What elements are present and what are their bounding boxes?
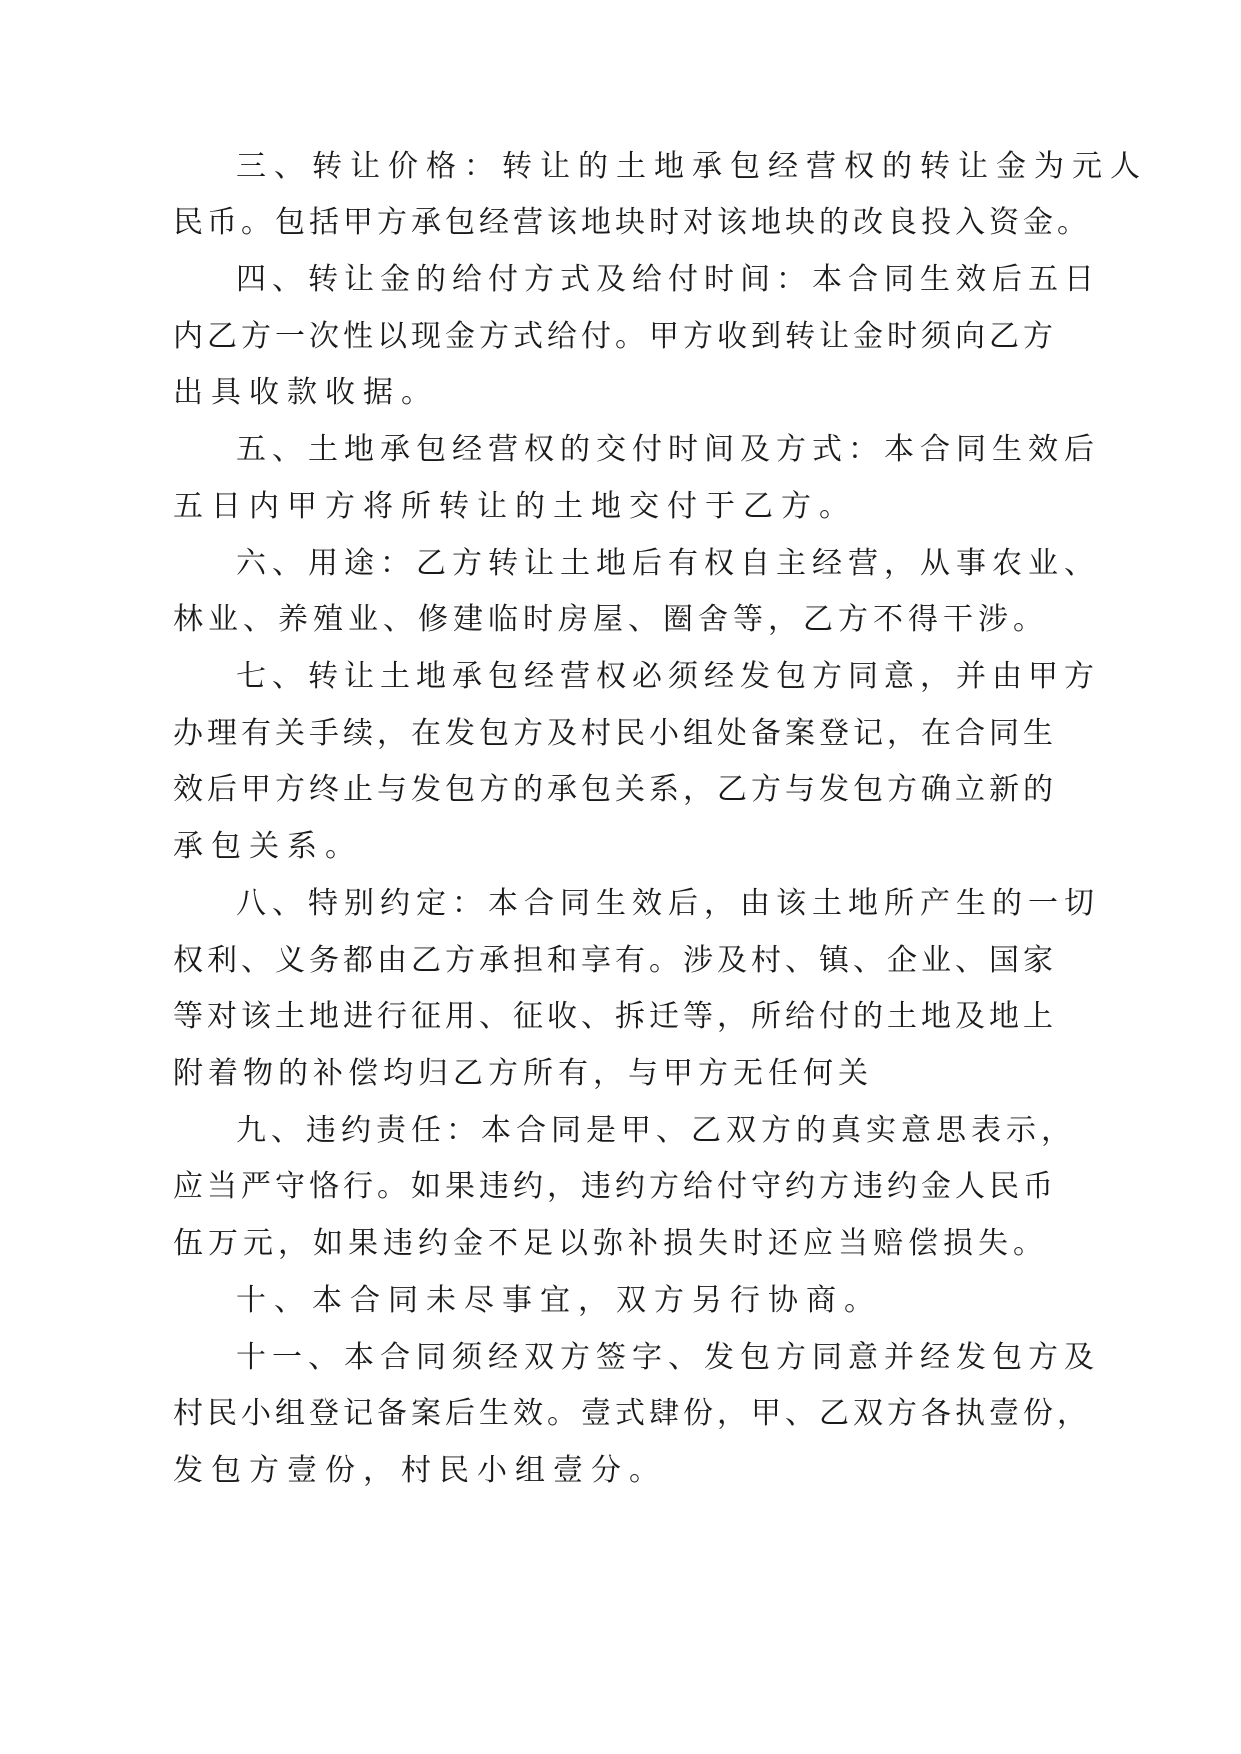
text-line: 十一、本合同须经双方签字、发包方同意并经发包方及 (236, 1340, 1100, 1375)
text-line: 等对该土地进行征用、征收、拆迁等，所给付的土地及地上 (173, 999, 1057, 1034)
text-line: 林业、养殖业、修建临时房屋、圈舍等，乙方不得干涉。 (173, 602, 1048, 637)
text-line: 村民小组登记备案后生效。壹式肆份，甲、乙双方各执壹份， (173, 1396, 1091, 1431)
text-line: 附着物的补偿均归乙方所有，与甲方无任何关 (173, 1056, 873, 1091)
text-line: 伍万元，如果违约金不足以弥补损失时还应当赔偿损失。 (173, 1226, 1048, 1261)
text-line: 效后甲方终止与发包方的承包关系，乙方与发包方确立新的 (173, 772, 1057, 807)
text-line: 十、本合同未尽事宜，双方另行协商。 (236, 1283, 882, 1318)
text-line: 四、转让金的给付方式及给付时间：本合同生效后五日 (236, 262, 1100, 297)
text-line: 办理有关手续，在发包方及村民小组处备案登记，在合同生 (173, 716, 1057, 751)
text-line: 三、转让价格：转让的土地承包经营权的转让金为元人 (236, 149, 1148, 184)
text-line: 六、用途：乙方转让土地后有权自主经营，从事农业、 (236, 546, 1100, 581)
text-line: 权利、义务都由乙方承担和享有。涉及村、镇、企业、国家 (173, 943, 1057, 978)
text-line: 出具收款收据。 (173, 375, 439, 410)
text-line: 五、土地承包经营权的交付时间及方式：本合同生效后 (236, 432, 1100, 467)
text-line: 七、转让土地承包经营权必须经发包方同意，并由甲方 (236, 659, 1100, 694)
text-line: 应当严守恪行。如果违约，违约方给付守约方违约金人民币 (173, 1169, 1057, 1204)
text-line: 民币。包括甲方承包经营该地块时对该地块的改良投入资金。 (173, 205, 1091, 240)
text-line: 内乙方一次性以现金方式给付。甲方收到转让金时须向乙方 (173, 319, 1057, 354)
text-line: 五日内甲方将所转让的土地交付于乙方。 (173, 489, 857, 524)
text-line: 八、特别约定：本合同生效后，由该土地所产生的一切 (236, 886, 1100, 921)
text-line: 发包方壹份，村民小组壹分。 (173, 1453, 667, 1488)
text-line: 承包关系。 (173, 829, 363, 864)
text-line: 九、违约责任：本合同是甲、乙双方的真实意思表示， (236, 1113, 1076, 1148)
